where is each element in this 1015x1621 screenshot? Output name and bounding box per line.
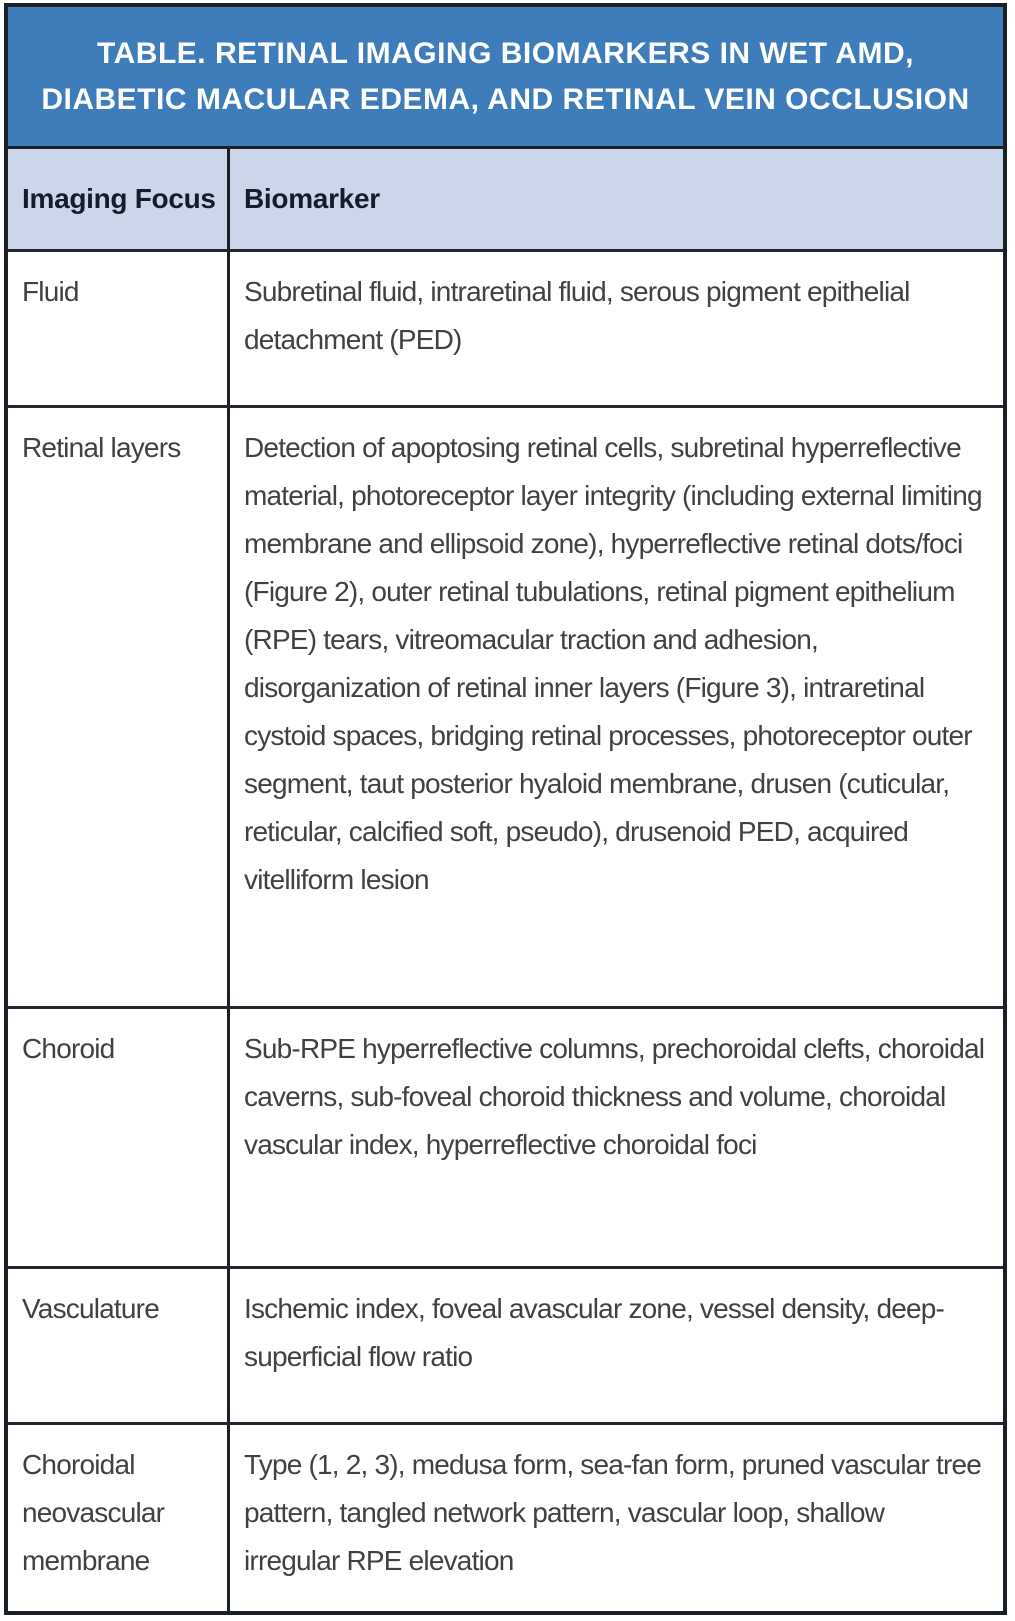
focus-cell — [8, 1425, 230, 1611]
biomarker-text: Detection of apoptosing retinal cells, subretinal hyperreflective material, photoreceptor layer integrity (including external limiting membrane and ellipsoid zone), hyperreflective retinal dots/foci (Figure 2), outer retinal tubulations, retinal pigment epithelium (RPE) tears, vitreomacular traction and adhesion, disorganization of retinal inner layers (Figure 3), intraretinal cystoid spaces, bridging retinal processes, photoreceptor outer segment, taut posterior hyaloid membrane, drusen (cuticular, reticular, calcified soft, pseudo), drusenoid PED, acquired vitelliform lesion — [244, 432, 982, 895]
focus-cell — [8, 252, 230, 405]
focus-label: Choroidal neovascular membrane — [22, 1449, 165, 1576]
table-title — [8, 7, 1003, 146]
biomarker-text: Ischemic index, foveal avascular zone, vessel density, deep-superficial flow ratio — [244, 1293, 945, 1372]
focus-cell — [8, 408, 230, 1006]
biomarkers-table — [4, 3, 1007, 1615]
focus-cell — [8, 1009, 230, 1266]
table-row-fluid — [8, 249, 1003, 405]
focus-label: Choroid — [22, 1033, 115, 1064]
biomarker-cell — [230, 1425, 1003, 1611]
biomarker-cell — [230, 252, 1003, 405]
focus-label: Retinal layers — [22, 432, 181, 463]
table-title-line-1: TABLE. RETINAL IMAGING BIOMARKERS IN WET AMD, — [97, 36, 914, 70]
table-row-choroidal-neovascular-membrane — [8, 1422, 1003, 1611]
biomarker-text: Subretinal fluid, intraretinal fluid, serous pigment epithelial detachment (PED) — [244, 276, 910, 355]
table-row-choroid — [8, 1006, 1003, 1266]
biomarker-cell — [230, 1269, 1003, 1422]
table-row-vasculature — [8, 1266, 1003, 1422]
biomarker-text: Type (1, 2, 3), medusa form, sea-fan form, pruned vascular tree pattern, tangled network pattern, vascular loop, shallow irregular RPE elevation — [244, 1449, 982, 1576]
biomarker-cell — [230, 408, 1003, 1006]
biomarker-cell — [230, 1009, 1003, 1266]
focus-cell — [8, 1269, 230, 1422]
focus-label: Vasculature — [22, 1293, 159, 1324]
biomarker-text: Sub-RPE hyperreflective columns, prechoroidal clefts, choroidal caverns, sub-foveal choroid thickness and volume, choroidal vascular index, hyperreflective choroidal foci — [244, 1033, 985, 1160]
focus-label: Fluid — [22, 276, 79, 307]
column-header-imaging-focus: Imaging Focus — [8, 149, 230, 249]
column-header-row — [8, 146, 1003, 249]
table-row-retinal-layers — [8, 405, 1003, 1006]
column-header-biomarker: Biomarker — [244, 183, 380, 214]
table-title-line-2: DIABETIC MACULAR EDEMA, AND RETINAL VEIN OCCLUSION — [41, 82, 970, 116]
